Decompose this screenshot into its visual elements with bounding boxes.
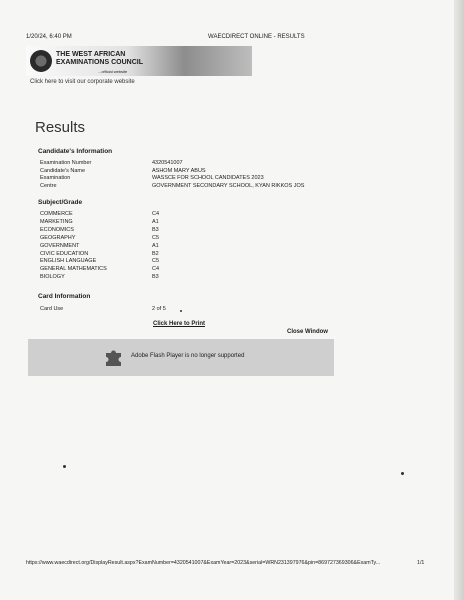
candidate-info-value: WASSCE FOR SCHOOL CANDIDATES 2023 [152, 175, 264, 182]
scan-speck [63, 465, 66, 468]
subject-grade-value: C5 [152, 258, 160, 265]
subject-grade-value: B3 [152, 274, 159, 281]
subject-grade-label: CIVIC EDUCATION [40, 250, 89, 257]
org-name: THE WEST AFRICAN EXAMINATIONS COUNCIL [56, 51, 143, 66]
candidate-section-title: Candidate's Information [38, 148, 113, 155]
page-heading: Results [35, 119, 86, 136]
subject-grade-value: B3 [152, 226, 159, 233]
waec-seal-icon [30, 50, 52, 72]
print-page-title: WAECDIRECT ONLINE - RESULTS [208, 34, 305, 40]
card-section-title: Card Information [38, 293, 91, 300]
candidate-info-label: Examination [40, 175, 71, 182]
subject-grade-value: B2 [152, 250, 159, 257]
subject-grade-value: C5 [152, 234, 160, 241]
candidate-info-value: 4320541007 [152, 160, 183, 166]
footer-page-number: 1/1 [417, 560, 425, 566]
candidate-info-label: Examination Number [40, 160, 92, 166]
card-info-label: Card Use [40, 306, 64, 312]
flash-message: Adobe Flash Player is no longer supported [131, 353, 245, 359]
subject-grade-value: A1 [152, 242, 159, 249]
subject-grade-value: A1 [152, 218, 159, 225]
subject-grade-label: ENGLISH LANGUAGE [40, 258, 97, 265]
candidate-info-value: GOVERNMENT SECONDARY SCHOOL, KYAN RIKKOS JOS [152, 182, 305, 189]
subject-grade-label: COMMERCE [40, 211, 73, 217]
close-window-link[interactable]: Close Window [287, 329, 328, 335]
subject-grade-label: GENERAL MATHEMATICS [40, 266, 107, 273]
candidate-info-label: Centre [40, 182, 57, 189]
org-subtitle: ...official website [98, 69, 128, 74]
subject-grade-label: ECONOMICS [40, 226, 74, 233]
scan-speck [180, 310, 182, 312]
puzzle-piece-icon [104, 347, 124, 366]
subject-grade-label: GEOGRAPHY [40, 234, 76, 241]
subject-section-title: Subject/Grade [38, 199, 83, 206]
subject-grade-value: C4 [152, 211, 160, 217]
subject-grade-label: BIOLOGY [40, 274, 65, 281]
scan-speck [401, 472, 404, 475]
paper-edge [454, 0, 464, 600]
footer-url: https://www.waecdirect.org/DisplayResult.aspx?ExamNumber=4320541007&ExamYear=2023&serial=WRN231397976&pin=869727369306&ExamTy... [26, 560, 381, 566]
candidate-info-value: ASHOM MARY ABUS [152, 167, 206, 174]
candidate-info-label: Candidate's Name [40, 167, 86, 174]
subject-grade-value: C4 [152, 266, 160, 273]
corporate-link[interactable]: Click here to visit our corporate website [30, 79, 135, 85]
card-info-value: 2 of 5 [152, 306, 166, 312]
print-datetime: 1/20/24, 6:40 PM [26, 34, 72, 40]
subject-grade-label: MARKETING [40, 218, 73, 225]
subject-grade-label: GOVERNMENT [40, 242, 80, 249]
print-link[interactable]: Click Here to Print [153, 321, 206, 327]
